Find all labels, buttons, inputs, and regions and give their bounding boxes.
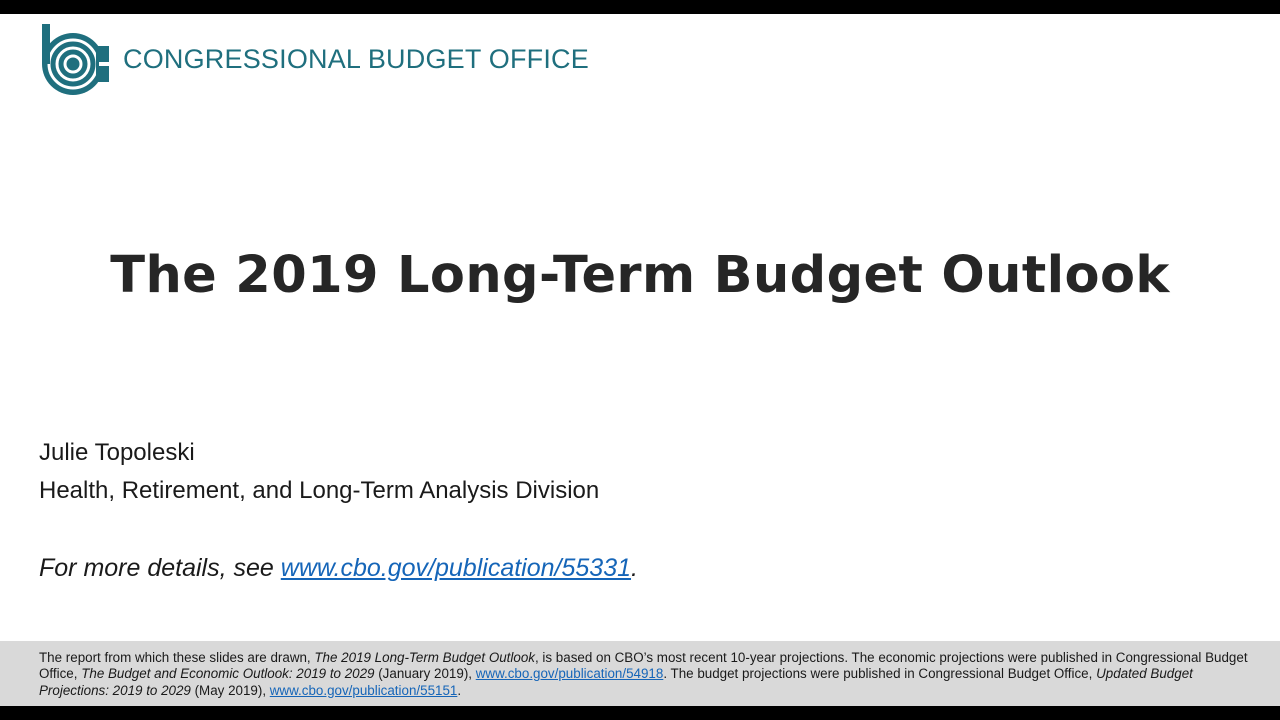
author-division: Health, Retirement, and Long-Term Analysis Division xyxy=(39,477,600,504)
details-link[interactable]: www.cbo.gov/publication/55331 xyxy=(280,554,631,582)
footer-budget-title: Updated Budget Projections: 2019 to 2029 xyxy=(39,666,1193,698)
footer-text-4: . The budget projections were published in Congressional Budget Office, xyxy=(663,666,1097,682)
slide xyxy=(0,14,1280,641)
details-prefix: For more details, see xyxy=(39,554,281,582)
footer-link-55151[interactable]: www.cbo.gov/publication/55151 xyxy=(269,682,458,698)
footer-text xyxy=(39,650,1259,699)
footer-economic-title: The Budget and Economic Outlook: 2019 to 2029 xyxy=(81,666,375,682)
footer-text-5: (May 2019), xyxy=(190,682,270,698)
details-line xyxy=(39,554,638,583)
cbo-logo-icon xyxy=(37,24,109,96)
footer-note xyxy=(0,641,1280,706)
slide-title: The 2019 Long-Term Budget Outlook xyxy=(110,246,1170,305)
footer-text-3: (January 2019), xyxy=(374,666,476,682)
footer-text-6: . xyxy=(457,682,462,698)
footer-text-2: , is based on CBO’s most recent 10-year projections. The economic projections were published in Congressional Budget Office, xyxy=(39,650,1248,682)
footer-text-1: The report from which these slides are drawn, xyxy=(39,650,315,665)
details-suffix: . xyxy=(631,554,638,582)
footer-report-title: The 2019 Long-Term Budget Outlook xyxy=(314,650,535,665)
author-block xyxy=(39,434,599,510)
author-name: Julie Topoleski xyxy=(39,439,195,466)
footer-link-54918[interactable]: www.cbo.gov/publication/54918 xyxy=(475,666,664,682)
org-name: CONGRESSIONAL BUDGET OFFICE xyxy=(123,44,589,74)
